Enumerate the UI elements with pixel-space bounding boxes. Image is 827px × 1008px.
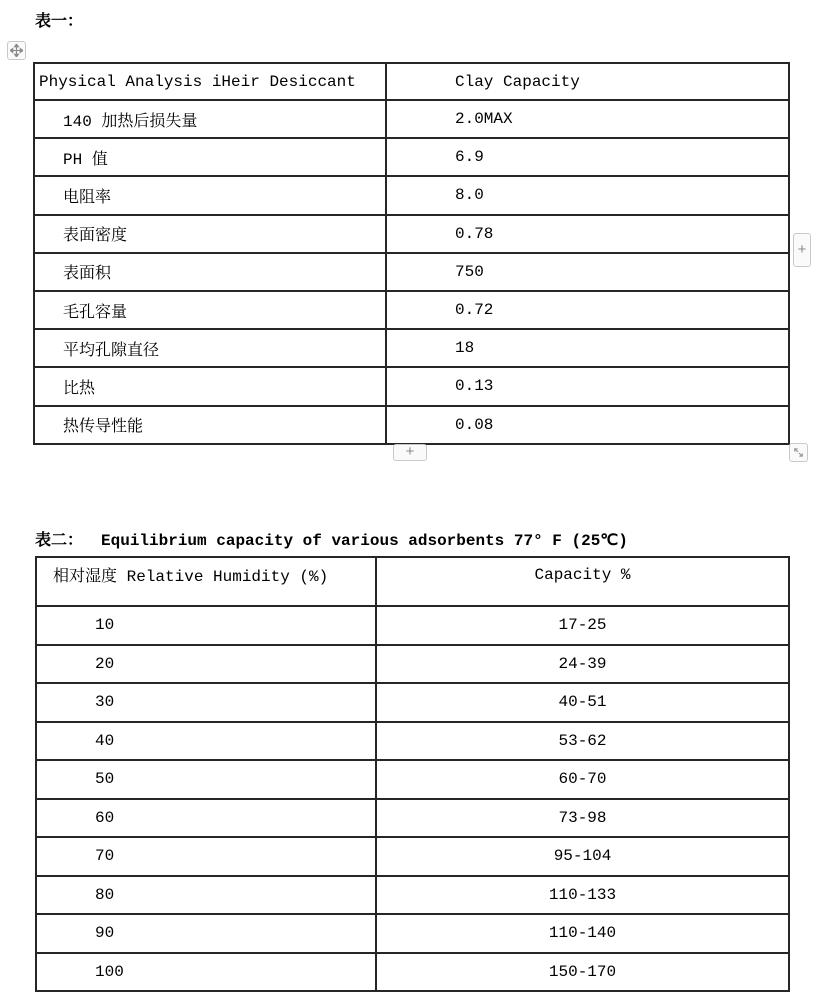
equilibrium-capacity-table [35, 556, 790, 992]
table-cell[interactable]: 比热 [34, 367, 386, 405]
table-cell[interactable]: 110-133 [376, 876, 789, 915]
table-cell[interactable]: 40 [36, 722, 376, 761]
table-row [36, 953, 789, 992]
table-cell[interactable]: 24-39 [376, 645, 789, 684]
table-row [36, 837, 789, 876]
table-row [34, 176, 789, 214]
table-cell[interactable]: 73-98 [376, 799, 789, 838]
physical-analysis-table [33, 62, 790, 445]
table-resize-handle[interactable] [789, 443, 808, 462]
table-cell[interactable]: 90 [36, 914, 376, 953]
table-row [34, 100, 789, 138]
table-cell[interactable]: 53-62 [376, 722, 789, 761]
table-cell[interactable]: 17-25 [376, 606, 789, 645]
table-cell[interactable]: 0.08 [386, 406, 789, 444]
table-header-row [36, 557, 789, 606]
table-cell[interactable]: 平均孔隙直径 [34, 329, 386, 367]
table-row [36, 606, 789, 645]
table2-header-relative-humidity[interactable]: 相对湿度 Relative Humidity (%) [36, 557, 376, 606]
table-cell[interactable]: 100 [36, 953, 376, 992]
table-cell[interactable]: PH 值 [34, 138, 386, 176]
table-cell[interactable]: 70 [36, 837, 376, 876]
table-cell[interactable]: 150-170 [376, 953, 789, 992]
table-cell[interactable]: 0.78 [386, 215, 789, 253]
table-cell[interactable]: 表面密度 [34, 215, 386, 253]
table-cell[interactable]: 18 [386, 329, 789, 367]
table-cell[interactable]: 电阻率 [34, 176, 386, 214]
table-cell[interactable]: 0.72 [386, 291, 789, 329]
add-row-button[interactable] [393, 444, 427, 461]
table-cell[interactable]: 30 [36, 683, 376, 722]
table-row [34, 215, 789, 253]
table-cell[interactable]: 20 [36, 645, 376, 684]
table1-header-clay-capacity[interactable]: Clay Capacity [386, 63, 789, 100]
table-cell[interactable]: 140 加热后损失量 [34, 100, 386, 138]
table-cell[interactable]: 50 [36, 760, 376, 799]
table-row [36, 645, 789, 684]
table-cell[interactable]: 10 [36, 606, 376, 645]
move-icon [10, 44, 23, 57]
table-cell[interactable]: 8.0 [386, 176, 789, 214]
table-cell[interactable]: 60 [36, 799, 376, 838]
table-cell[interactable]: 2.0MAX [386, 100, 789, 138]
table-row [36, 683, 789, 722]
table-cell[interactable]: 80 [36, 876, 376, 915]
table-row [34, 329, 789, 367]
table-row [36, 799, 789, 838]
table-row [34, 291, 789, 329]
table-move-handle[interactable] [7, 41, 26, 60]
table-cell[interactable]: 40-51 [376, 683, 789, 722]
table-cell[interactable]: 750 [386, 253, 789, 291]
resize-icon [792, 446, 805, 459]
table-cell[interactable]: 60-70 [376, 760, 789, 799]
table-cell[interactable]: 表面积 [34, 253, 386, 291]
table-row [36, 760, 789, 799]
table2-title-prefix: 表二： [35, 532, 84, 550]
table-row [34, 367, 789, 405]
table2-title-text: Equilibrium capacity of various adsorbents 77° F (25℃) [101, 532, 628, 550]
table-cell[interactable]: 0.13 [386, 367, 789, 405]
table-cell[interactable]: 6.9 [386, 138, 789, 176]
table-cell[interactable]: 95-104 [376, 837, 789, 876]
table2-title [35, 527, 628, 550]
table-row [34, 253, 789, 291]
table1-header-physical-analysis[interactable]: Physical Analysis iHeir Desiccant [34, 63, 386, 100]
table-row [36, 722, 789, 761]
table-row [34, 138, 789, 176]
table-row [36, 876, 789, 915]
plus-icon: + [797, 240, 807, 258]
plus-icon: + [405, 443, 415, 460]
table-cell[interactable]: 毛孔容量 [34, 291, 386, 329]
table-cell[interactable]: 110-140 [376, 914, 789, 953]
table-row [34, 406, 789, 444]
table1-title: 表一： [35, 13, 84, 31]
table2-header-capacity[interactable]: Capacity % [376, 557, 789, 606]
table-cell[interactable]: 热传导性能 [34, 406, 386, 444]
table-row [36, 914, 789, 953]
table-header-row [34, 63, 789, 100]
add-column-button[interactable] [793, 233, 811, 267]
